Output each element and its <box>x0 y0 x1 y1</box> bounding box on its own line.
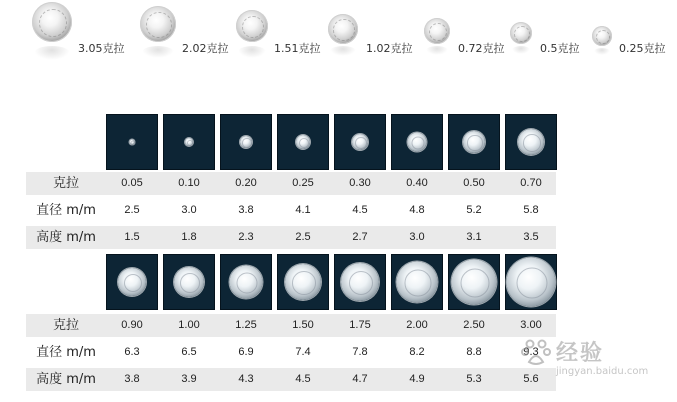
diamond-tile <box>277 114 329 170</box>
row-label-height: 高度 m/m <box>36 372 96 387</box>
table-cell: 3.0 <box>181 204 197 216</box>
table-cell: 5.3 <box>466 373 482 385</box>
table-cell: 7.4 <box>295 346 311 358</box>
table-cell: 8.2 <box>409 346 425 358</box>
diamond-image <box>328 14 358 44</box>
diamond-image <box>32 2 72 42</box>
table-cell: 5.6 <box>523 373 539 385</box>
table-cell: 6.9 <box>238 346 254 358</box>
diamond-tile <box>220 254 272 310</box>
diamond-icon <box>296 135 310 149</box>
table-cell: 1.25 <box>235 319 257 331</box>
table-cell: 1.5 <box>124 231 140 243</box>
table-cell: 4.7 <box>352 373 368 385</box>
table-cell: 4.5 <box>352 204 368 216</box>
diamond-icon <box>352 134 368 150</box>
table-cell: 7.8 <box>352 346 368 358</box>
row-label-carat: 克拉 <box>52 318 79 333</box>
table-cell: 1.8 <box>181 231 197 243</box>
watermark-text: 经验 <box>556 341 605 366</box>
table-cell: 6.3 <box>124 346 140 358</box>
reference-diamond-7 <box>592 0 676 75</box>
table-cell: 4.1 <box>295 204 311 216</box>
table-cell: 1.00 <box>178 319 200 331</box>
diamond-tile <box>220 114 272 170</box>
diamond-label: 0.25克拉 <box>619 42 666 55</box>
row-label-height: 高度 m/m <box>36 230 96 245</box>
diamond-reflection <box>330 46 356 56</box>
diamond-label: 3.05克拉 <box>78 42 125 55</box>
diamond-icon <box>174 267 204 297</box>
table-cell: 4.5 <box>295 373 311 385</box>
diamond-icon <box>285 264 321 300</box>
table-cell: 2.5 <box>295 231 311 243</box>
table-cell: 4.8 <box>409 204 425 216</box>
diamond-tile <box>163 254 215 310</box>
row-label-diameter: 直径 m/m <box>36 345 96 360</box>
diamond-icon <box>397 262 438 303</box>
diamond-tile <box>391 254 443 310</box>
diamond-tile <box>505 254 557 310</box>
diamond-reflection <box>34 46 70 60</box>
diamond-label: 0.5克拉 <box>540 42 580 55</box>
row-label-diameter: 直径 m/m <box>36 203 96 218</box>
table-cell: 8.8 <box>466 346 482 358</box>
table-cell: 3.8 <box>124 373 140 385</box>
table-cell: 6.5 <box>181 346 197 358</box>
diamond-image <box>592 26 612 46</box>
paw-logo-icon <box>520 336 552 368</box>
table-cell: 0.90 <box>121 319 143 331</box>
diamond-icon <box>463 131 485 153</box>
diamond-tile <box>391 114 443 170</box>
table-cell: 2.5 <box>124 204 140 216</box>
table-cell: 5.8 <box>523 204 539 216</box>
table-cell: 2.7 <box>352 231 368 243</box>
diamond-tile <box>106 114 158 170</box>
table-cell: 3.00 <box>520 319 542 331</box>
reference-diamond-row <box>0 0 677 80</box>
table-row-diameter-bottom <box>26 341 556 364</box>
table-row-height-top <box>26 226 556 249</box>
table-cell: 2.00 <box>406 319 428 331</box>
table-cell: 0.20 <box>235 177 257 189</box>
table-cell: 2.50 <box>463 319 485 331</box>
diamond-tile <box>106 254 158 310</box>
diamond-tile <box>163 114 215 170</box>
table-cell: 3.1 <box>466 231 482 243</box>
diamond-icon <box>507 258 556 307</box>
table-cell: 5.2 <box>466 204 482 216</box>
table-row-diameter-top <box>26 199 556 222</box>
diamond-label: 0.72克拉 <box>458 42 505 55</box>
table-cell: 3.0 <box>409 231 425 243</box>
reference-diamond-4 <box>328 0 418 75</box>
baidu-jingyan-watermark <box>520 332 670 392</box>
reference-diamond-3 <box>234 0 326 75</box>
diamond-label: 1.02克拉 <box>366 42 413 55</box>
diamond-icon <box>452 260 497 305</box>
table-cell: 1.75 <box>349 319 371 331</box>
table-cell: 3.5 <box>523 231 539 243</box>
reference-diamond-6 <box>510 0 590 75</box>
table-cell: 0.30 <box>349 177 371 189</box>
row-label-carat: 克拉 <box>52 176 79 191</box>
table-cell: 1.50 <box>292 319 314 331</box>
diamond-image <box>424 18 450 44</box>
table-cell: 9.3 <box>523 346 539 358</box>
diamond-reflection <box>594 48 610 55</box>
diamond-tile <box>448 114 500 170</box>
diamond-label: 1.51克拉 <box>274 42 321 55</box>
diamond-image <box>140 6 176 42</box>
diamond-tile <box>277 254 329 310</box>
diamond-icon <box>118 268 146 296</box>
table-cell: 0.50 <box>463 177 485 189</box>
diamond-image <box>510 22 532 44</box>
diamond-reflection <box>142 46 174 58</box>
table-cell: 0.25 <box>292 177 314 189</box>
diamond-label: 2.02克拉 <box>182 42 229 55</box>
diamond-image <box>236 10 268 42</box>
watermark-url: jingyan.baidu.com <box>556 366 649 377</box>
table-row-height-bottom <box>26 368 556 391</box>
table-cell: 0.70 <box>520 177 542 189</box>
diamond-icon <box>230 266 263 299</box>
diamond-tile <box>334 254 386 310</box>
diamond-tile <box>334 114 386 170</box>
diamond-reflection <box>426 46 448 55</box>
diamond-tile <box>448 254 500 310</box>
table-cell: 2.3 <box>238 231 254 243</box>
table-cell: 0.40 <box>406 177 428 189</box>
reference-diamond-2 <box>138 0 234 75</box>
diamond-icon <box>130 140 135 145</box>
table-row-carat-top <box>26 172 556 195</box>
table-cell: 3.9 <box>181 373 197 385</box>
table-cell: 3.8 <box>238 204 254 216</box>
diamond-icon <box>518 129 544 155</box>
diamond-reflection <box>512 46 530 54</box>
diamond-icon <box>240 136 252 148</box>
reference-diamond-5 <box>424 0 512 75</box>
table-cell: 0.05 <box>121 177 143 189</box>
diamond-tile <box>505 114 557 170</box>
reference-diamond-1 <box>30 0 125 75</box>
table-cell: 4.9 <box>409 373 425 385</box>
diamond-icon <box>408 133 427 152</box>
table-cell: 4.3 <box>238 373 254 385</box>
diamond-reflection <box>238 46 266 58</box>
table-cell: 0.10 <box>178 177 200 189</box>
diamond-icon <box>185 138 193 146</box>
table-row-carat-bottom <box>26 314 556 337</box>
diamond-icon <box>341 263 379 301</box>
